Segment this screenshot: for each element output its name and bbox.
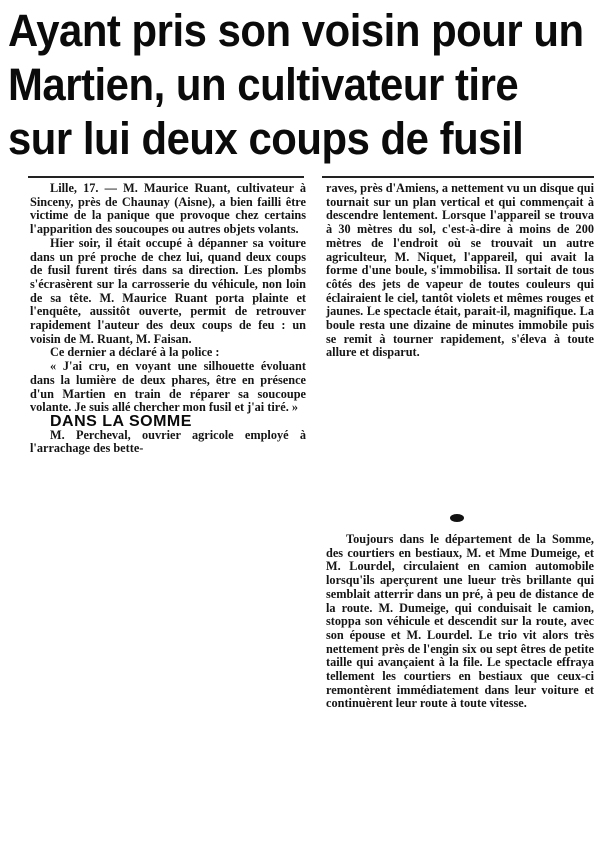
headline-line-3: sur lui deux coups de fusil <box>8 113 524 164</box>
article-column-left <box>30 182 306 456</box>
article-paragraph: Toujours dans le département de la Somme, des courtiers en bestiaux, M. et Mme Dumeige, et M. Lourdel, circulaient en camion automobile lorsqu'ils aperçurent une lueur très brillante qui semblait atterrir dans un pré, à peu de distance de la route. M. Dumeige, qui conduisait le camion, stoppa son véhicule et descendit sur la route, avec son épouse et M. Lourdel. Le trio vit alors très nettement près de l'engin six ou sept êtres de petite taille qui avançaient à la file. Le spectacle effraya tellement les courtiers en bestiaux que ceux-ci remontèrent immédiatement dans leur voiture et continuèrent leur route à toute vitesse. <box>326 532 594 711</box>
headline-line-1: Ayant pris son voisin pour un <box>8 5 584 56</box>
section-subhead: DANS LA SOMME <box>50 412 192 430</box>
headline-rule-right <box>322 176 594 178</box>
article-column-right-lower <box>326 533 594 711</box>
article-quote: « J'ai cru, en voyant une silhouette évoluant dans la lumière de deux phares, être en présence d'un Martien en train de réparer sa soucoupe volante. Je suis allé chercher mon fusil et j'ai tiré. » <box>30 359 306 415</box>
article-column-right <box>326 182 594 360</box>
article-paragraph: M. Percheval, ouvrier agricole employé à l'arrachage des bette- <box>30 427 306 456</box>
headline-rule-left <box>28 176 304 178</box>
separator-dot-icon <box>450 514 464 522</box>
headline <box>8 4 584 166</box>
article-paragraph: Hier soir, il était occupé à dépanner sa voiture dans un pré proche de chez lui, quand deux coups de fusil furent tirés dans sa direction. Les plombs s'écrasèrent sur la carrosserie du véhicule, non loin de sa tête. M. Maurice Ruant porta plainte et l'enquête, aussitôt ouverte, permit de retrouver rapidement l'auteur des deux coups de feu : un voisin de M. Ruant, M. Faisan. <box>30 235 306 346</box>
article-paragraph: Ce dernier a déclaré à la police : <box>50 345 220 360</box>
article-paragraph: Lille, 17. — M. Maurice Ruant, cultivateur à Sinceny, près de Chaunay (Aisne), a bien failli être victime de la panique que provoque chez certains l'apparition des soucoupes ou autres objets volants. <box>30 181 306 237</box>
headline-line-2: Martien, un cultivateur tire <box>8 59 519 110</box>
article-paragraph: raves, près d'Amiens, a nettement vu un disque qui tournait sur un plan vertical et qui commençait à descendre lentement. Lorsque l'appareil se trouva à 30 mètres du sol, c'est-à-dire à moins de 200 mètres de l'endroit où se trouvait un autre agriculteur, M. Niquet, l'appareil, qui avait la forme d'une boule, s'immobilisa. Il sortait de tous côtés des jets de vapeur de toutes couleurs qui éclairaient le ciel, tantôt violets et mêmes rouges et jaunes. Le spectacle était, parait-il, magnifique. La boule resta une dizaine de minutes immobile puis se remit à tourner rapidement, s'éleva à toute allure et disparut. <box>326 181 594 360</box>
